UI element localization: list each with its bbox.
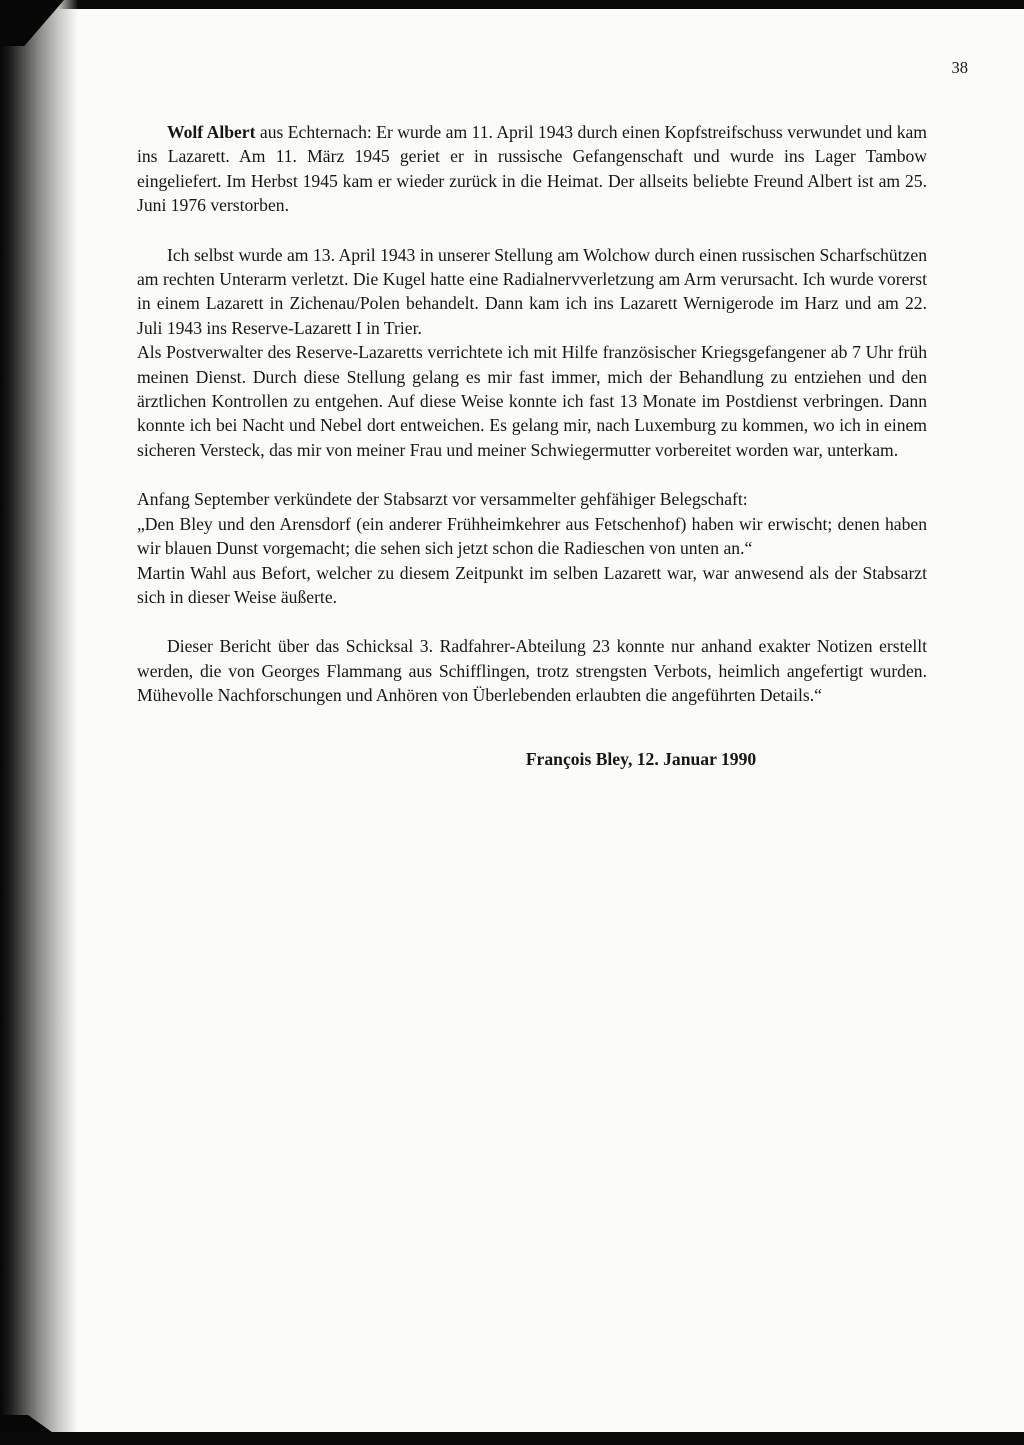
scan-edge-top (0, 0, 1024, 9)
signature-line: François Bley, 12. Januar 1990 (525, 748, 757, 769)
paragraph-postverwalter: Als Postverwalter des Reserve-Lazaretts verrichtete ich mit Hilfe französischer Kriegsgefangener ab 7 Uhr früh meinen Dienst. Durch diese Stellung gelang es mir fast immer, mich der Behandlung zu entziehen und den ärztlichen Kontrollen zu entgehen. Auf diese Weise konnte ich fast 13 Monate im Postdienst verbringen. Dann konnte ich bei Nacht und Nebel dort entweichen. Es gelang mir, nach Luxemburg zu kommen, wo ich in einem sicheren Versteck, das mir von meiner Frau und meiner Schwiegermutter vorbereitet worden war, unterkam. (137, 342, 927, 460)
paragraph-lead-rest: aus Echternach: Er wurde am 11. April 1943 durch einen Kopfstreifschuss verwundet und kam ins Lazarett. Am 11. März 1945 geriet er in russische Gefangenschaft und wurde ins Lager Tambow eingeliefert. Im Herbst 1945 kam er wieder zurück in die Heimat. Der allseits beliebte Freund Albert ist am 25. Juni 1976 verstorben. (137, 122, 927, 216)
paragraph-lead-bold: Wolf Albert (167, 122, 256, 142)
paragraph-bericht: Dieser Bericht über das Schicksal 3. Radfahrer-Abteilung 23 konnte nur anhand exakter Notizen erstellt werden, die von Georges Flammang aus Schifflingen, trotz strengsten Verbots, heimlich angefertigt wurden. Mühevolle Nachforschungen und Anhören von Überlebenden erlaubten die angeführten Details.“ (137, 636, 927, 706)
paragraph-martin-wahl: Martin Wahl aus Befort, welcher zu diesem Zeitpunkt im selben Lazarett war, war anwesend als der Stabsarzt sich in dieser Weise äußerte. (137, 562, 927, 607)
scan-edge-bottom (0, 1432, 1024, 1445)
page-number: 38 (951, 58, 968, 77)
paragraph-quote: „Den Bley und den Arensdorf (ein anderer Frühheimkehrer aus Fetschenhof) haben wir erwischt; denen haben wir blauen Dunst vorgemacht; die sehen sich jetzt schon die Radieschen von unten an.“ (137, 513, 927, 559)
binding-shadow (0, 0, 78, 1445)
paragraph-wolf-albert (137, 120, 927, 218)
page-text-block (137, 120, 927, 789)
paragraph-anfang-september: Anfang September verkündete der Stabsarzt vor versammelter gehfähiger Belegschaft: (137, 489, 748, 510)
paragraph-ich-selbst: Ich selbst wurde am 13. April 1943 in unserer Stellung am Wolchow durch einen russischen Scharfschützen am rechten Unterarm verletzt. Die Kugel hatte eine Radialnervverletzung am Arm verursacht. Ich wurde vorerst in einem Lazarett in Zichenau/Polen behandelt. Dann kam ich ins Lazarett Wernigerode im Harz und am 22. Juli 1943 ins Reserve-Lazarett I in Trier. (137, 244, 927, 338)
